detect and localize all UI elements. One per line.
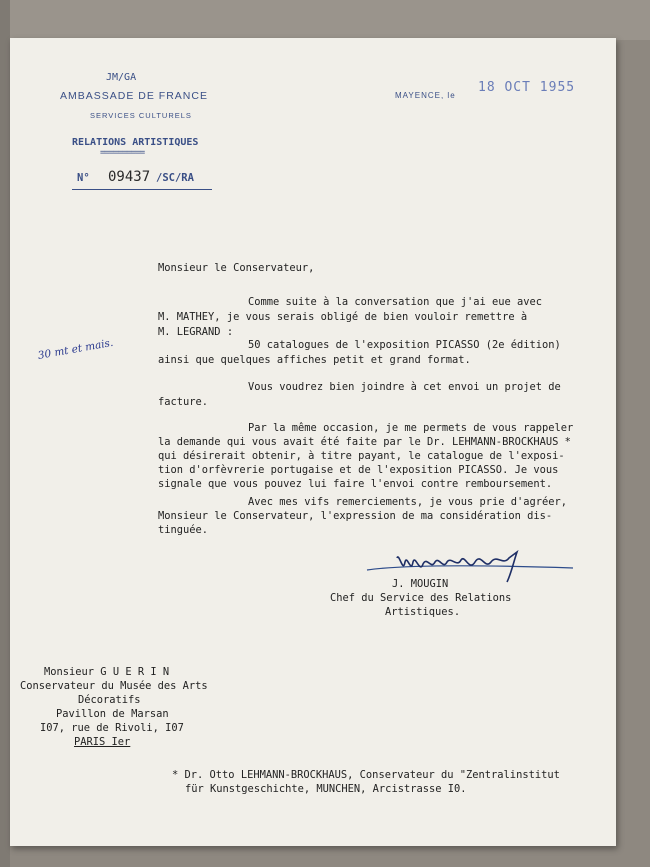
body-line: Avec mes vifs remerciements, je vous prie d'agréer, <box>248 496 568 508</box>
background-left <box>0 0 10 867</box>
handwritten-margin-note: 30 mt et mais. <box>36 336 115 362</box>
services-culturels: SERVICES CULTURELS <box>90 111 192 120</box>
body-line: qui désirerait obtenir, à titre payant, le catalogue de l'exposi- <box>158 450 565 462</box>
letter-page <box>10 38 616 846</box>
signatory-title: Chef du Service des Relations <box>330 592 512 604</box>
body-line: ainsi que quelques affiches petit et grand format. <box>158 354 471 366</box>
body-line: la demande qui vous avait été faite par le Dr. LEHMANN-BROCKHAUS * <box>158 436 571 448</box>
body-line: Vous voudrez bien joindre à cet envoi un projet de <box>248 381 561 393</box>
background-top <box>0 0 650 40</box>
embassy-name: AMBASSADE DE FRANCE <box>60 90 208 102</box>
recipient-line: Conservateur du Musée des Arts <box>20 680 208 692</box>
body-line: Par la même occasion, je me permets de vous rappeler <box>248 422 574 434</box>
recipient-line: Décoratifs <box>78 694 141 706</box>
date-stamp: 18 OCT 1955 <box>478 80 576 95</box>
department-rule: ========== <box>100 148 145 158</box>
signatory-name: J. MOUGIN <box>392 578 449 590</box>
body-line: Comme suite à la conversation que j'ai eue avec <box>248 296 543 308</box>
body-line: tinguée. <box>158 524 209 536</box>
number-prefix: N° <box>77 172 90 184</box>
department-name: RELATIONS ARTISTIQUES <box>72 137 199 148</box>
recipient-city: PARIS Ier <box>74 736 131 748</box>
salutation: Monsieur le Conservateur, <box>158 262 315 274</box>
body-line: M. LEGRAND : <box>158 326 234 338</box>
recipient-line: I07, rue de Rivoli, I07 <box>40 722 184 734</box>
number-suffix: /SC/RA <box>156 172 194 184</box>
body-line: facture. <box>158 396 209 408</box>
footnote-line: * Dr. Otto LEHMANN-BROCKHAUS, Conservateur du "Zentralinstitut <box>172 769 560 781</box>
reference-number: 09437 <box>108 169 151 185</box>
body-line: M. MATHEY, je vous serais obligé de bien vouloir remettre à <box>158 311 528 323</box>
number-underline <box>72 189 212 190</box>
body-line: signale que vous pouvez lui faire l'envoi contre remboursement. <box>158 478 553 490</box>
signatory-title-cont: Artistiques. <box>385 606 461 618</box>
place-label: MAYENCE, le <box>395 91 456 100</box>
footnote-line: für Kunstgeschichte, MUNCHEN, Arcistrasse I0. <box>185 783 467 795</box>
body-line: 50 catalogues de l'exposition PICASSO (2e édition) <box>248 339 561 351</box>
body-line: tion d'orfèvrerie portugaise et de l'exposition PICASSO. Je vous <box>158 464 559 476</box>
reference-initials: JM/GA <box>106 72 137 83</box>
recipient-name: Monsieur G U E R I N <box>44 666 170 678</box>
body-line: Monsieur le Conservateur, l'expression de ma considération dis- <box>158 510 553 522</box>
recipient-line: Pavillon de Marsan <box>56 708 169 720</box>
